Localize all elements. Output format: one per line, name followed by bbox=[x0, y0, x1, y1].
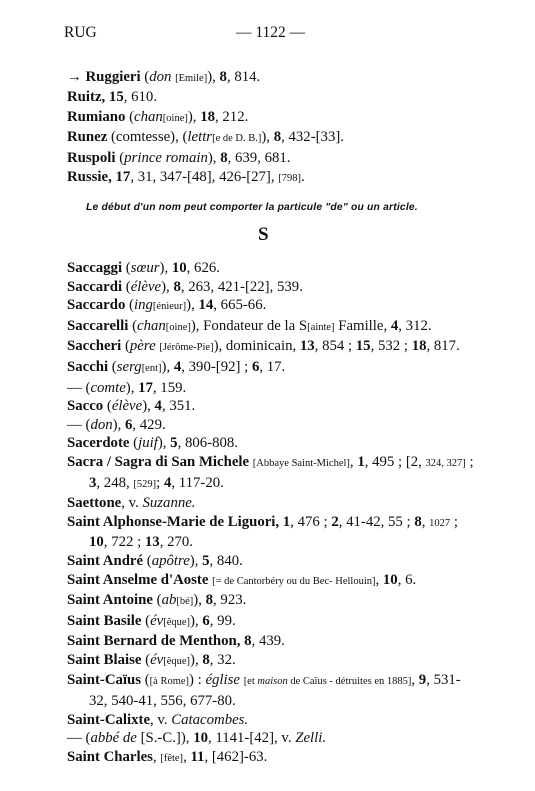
entry-segment: [oine] bbox=[162, 112, 188, 124]
entry-segment: , bbox=[349, 453, 358, 470]
index-entry bbox=[67, 494, 479, 513]
entry-segment: , 923. bbox=[213, 592, 247, 609]
entry-segment: 1027 bbox=[429, 517, 451, 529]
entry-segment: Sacerdote bbox=[67, 435, 130, 452]
index-entry bbox=[67, 68, 479, 88]
entry-segment: abbé de bbox=[90, 730, 137, 747]
entry-segment: , v. bbox=[121, 495, 143, 512]
entry-segment: , 31, 347-[48], 426-[27], bbox=[130, 169, 279, 186]
entry-segment: 18 bbox=[200, 108, 215, 125]
entry-segment: Saccardo bbox=[67, 297, 126, 314]
entry-segment: [êque] bbox=[163, 616, 191, 628]
index-entry bbox=[67, 108, 479, 128]
index-entry bbox=[67, 296, 479, 317]
index-entry bbox=[67, 651, 479, 672]
index-entry bbox=[67, 612, 479, 633]
index-entry bbox=[67, 552, 479, 571]
entry-segment: , 270. bbox=[159, 534, 193, 551]
entry-segment: ), bbox=[125, 379, 139, 396]
entry-segment: . bbox=[301, 169, 305, 186]
entry-segment: 11 bbox=[190, 748, 205, 765]
entry-segment: juif bbox=[138, 435, 158, 452]
entry-segment: ( bbox=[141, 672, 150, 689]
entry-segment: prince romain bbox=[124, 149, 208, 166]
running-head-word: RUG bbox=[64, 24, 97, 41]
entry-segment: Rumiano bbox=[67, 108, 126, 125]
entry-segment: 8 bbox=[414, 513, 422, 530]
entry-segment: ( bbox=[103, 398, 112, 415]
entry-segment: ), bbox=[193, 592, 206, 609]
entry-segment: ), bbox=[142, 398, 155, 415]
entry-segment: ; bbox=[156, 474, 164, 491]
entry-segment: ( bbox=[122, 260, 131, 276]
entry-segment: [798] bbox=[278, 173, 302, 185]
index-entry bbox=[67, 729, 479, 748]
entry-segment: , bbox=[421, 513, 430, 530]
entry-segment: , 439. bbox=[251, 633, 285, 650]
entry-segment: Suzanne. bbox=[142, 495, 196, 512]
entry-segment: , bbox=[411, 672, 419, 689]
index-entry bbox=[67, 671, 479, 710]
entry-segment: ), dominicain, bbox=[213, 338, 300, 355]
entry-segment: ), bbox=[189, 552, 203, 569]
entry-segment: ( bbox=[140, 69, 150, 85]
entry-segment: 4 bbox=[390, 317, 399, 334]
entry-segment: ), bbox=[161, 278, 174, 295]
entry-segment: , 476 ; bbox=[290, 513, 332, 530]
entry-segment: chan bbox=[134, 108, 163, 125]
index-entry bbox=[67, 379, 479, 398]
entry-segment: Sacra / Sagra di San Michele bbox=[67, 453, 250, 470]
entry-segment: , 312. bbox=[398, 317, 432, 334]
entry-segment: 6 bbox=[124, 416, 133, 433]
entry-segment: 8 bbox=[205, 592, 214, 609]
entry-segment: ab bbox=[161, 592, 177, 609]
entry-segment: sœur bbox=[130, 260, 160, 276]
entry-segment: , 639, 681. bbox=[227, 149, 291, 166]
entry-segment: , 817. bbox=[426, 338, 460, 355]
section-letter: S bbox=[258, 224, 269, 245]
index-entry bbox=[67, 711, 479, 730]
entry-segment: , 665-66. bbox=[213, 297, 267, 314]
entry-segment: 1 bbox=[357, 453, 365, 470]
index-entry bbox=[67, 591, 479, 612]
index-entry bbox=[67, 453, 479, 494]
entry-segment: serg bbox=[116, 358, 142, 375]
entry-segment: , 6. bbox=[397, 571, 417, 588]
entry-segment: , 432-[33]. bbox=[281, 129, 344, 146]
entry-segment: Sacchi bbox=[67, 358, 109, 375]
entry-segment: 2 bbox=[331, 513, 339, 530]
entry-segment: Saint Basile bbox=[67, 612, 142, 629]
entry-segment: [= de Cantorbéry ou du Bec- Hellouin] bbox=[212, 575, 376, 587]
entry-segment: 8 bbox=[273, 129, 282, 146]
index-entry bbox=[67, 397, 479, 416]
entry-segment: 8 bbox=[173, 278, 181, 295]
entry-segment: apôtre bbox=[151, 552, 190, 569]
entry-segment: 4 bbox=[173, 358, 182, 375]
entry-segment: Saint Blaise bbox=[67, 651, 142, 668]
entry-segment: , 351. bbox=[161, 398, 196, 415]
entry-segment: ( bbox=[141, 612, 151, 629]
entry-segment: Runez bbox=[67, 129, 108, 146]
entry-segment: Saint Anselme d'Aoste bbox=[67, 571, 209, 588]
entry-segment: ; bbox=[450, 513, 458, 530]
entry-segment: ), bbox=[157, 435, 171, 452]
entry-segment: Saint-Caïus bbox=[67, 672, 142, 689]
entry-segment: 8 bbox=[202, 651, 210, 668]
entry-segment: maison bbox=[257, 676, 288, 688]
entry-segment: ), bbox=[190, 612, 203, 629]
entry-segment: 13 bbox=[144, 534, 160, 551]
entry-segment: ), bbox=[112, 416, 125, 433]
entry-segment: Saint Charles bbox=[67, 748, 153, 765]
entry-segment: [Jérôme-Pie] bbox=[159, 342, 214, 354]
entry-segment: év bbox=[150, 651, 164, 668]
entry-segment: [êque] bbox=[163, 655, 191, 667]
index-entry bbox=[67, 149, 479, 168]
entry-segment: [bé] bbox=[176, 596, 194, 608]
index-block-r bbox=[67, 68, 479, 188]
entry-segment: 18 bbox=[411, 338, 427, 355]
entry-segment: 10 bbox=[382, 571, 398, 588]
entry-segment: [S.-C.]), bbox=[136, 730, 194, 747]
entry-segment: Saint Antoine bbox=[67, 592, 153, 609]
entry-segment: , 532 ; bbox=[370, 338, 412, 355]
entry-segment: ( bbox=[128, 317, 138, 334]
index-entry bbox=[67, 513, 479, 552]
entry-segment: , 212. bbox=[215, 108, 249, 125]
entry-segment: Saint Bernard de Menthon, 8 bbox=[67, 633, 252, 650]
entry-segment: 17 bbox=[138, 379, 153, 396]
entry-segment: ( bbox=[122, 278, 131, 295]
entry-segment: ), bbox=[207, 69, 220, 85]
entry-segment: Saint André bbox=[67, 552, 144, 569]
index-entry bbox=[67, 317, 479, 338]
entry-segment: , 429. bbox=[132, 416, 166, 433]
index-entry bbox=[67, 259, 479, 278]
entry-segment: ( bbox=[121, 338, 130, 355]
entry-segment: , bbox=[183, 748, 191, 765]
entry-segment: [oine] bbox=[165, 321, 191, 333]
entry-segment: 13 bbox=[299, 338, 315, 355]
entry-segment: , 806-808. bbox=[177, 435, 238, 452]
entry-segment: (comtesse), ( bbox=[107, 129, 188, 146]
entry-segment: , bbox=[375, 571, 383, 588]
index-entry bbox=[67, 434, 479, 453]
entry-segment: 10 bbox=[193, 730, 208, 747]
index-entry bbox=[67, 88, 479, 107]
entry-segment: Saint Alphonse-Marie de Liguori, 1 bbox=[67, 513, 291, 530]
entry-segment: , 840. bbox=[209, 552, 243, 569]
entry-segment: ( bbox=[125, 108, 135, 125]
entry-segment: , 159. bbox=[152, 379, 187, 396]
entry-segment: comte bbox=[90, 379, 126, 396]
entry-segment: ), bbox=[159, 260, 172, 276]
entry-segment: , 99. bbox=[209, 612, 236, 629]
entry-segment: , 814. bbox=[226, 69, 261, 85]
entry-segment: Zelli. bbox=[295, 730, 327, 747]
entry-segment: ), bbox=[261, 129, 274, 146]
entry-segment: ( bbox=[152, 592, 162, 609]
arrow-icon: → bbox=[67, 69, 86, 85]
entry-segment: père bbox=[129, 338, 156, 355]
index-entry bbox=[67, 632, 479, 651]
entry-segment: [fête] bbox=[160, 752, 184, 764]
entry-segment: [à Rome] bbox=[149, 676, 190, 688]
entry-segment: , 41-42, 55 ; bbox=[338, 513, 415, 530]
entry-segment: , 263, 421-[22], 539. bbox=[180, 278, 303, 295]
entry-segment: ), bbox=[190, 651, 203, 668]
entry-segment: [e de D. B.] bbox=[212, 133, 262, 145]
entry-segment: Saccarelli bbox=[67, 317, 129, 334]
entry-segment: 3 bbox=[89, 474, 97, 491]
entry-segment: 8 bbox=[220, 149, 228, 166]
entry-segment: , 722 ; bbox=[103, 534, 145, 551]
entry-segment: chan bbox=[137, 317, 166, 334]
index-block-s bbox=[67, 259, 479, 768]
entry-segment: 14 bbox=[198, 297, 214, 314]
entry-segment: ing bbox=[134, 297, 153, 314]
entry-segment: , 495 ; [2, bbox=[364, 453, 426, 470]
entry-segment: ( bbox=[125, 297, 134, 314]
section-note: Le début d'un nom peut comporter la particule "de" ou un article. bbox=[86, 202, 418, 213]
entry-segment: ( bbox=[143, 552, 152, 569]
entry-segment: — ( bbox=[67, 379, 91, 396]
entry-segment: église bbox=[205, 672, 240, 689]
entry-segment: , 854 ; bbox=[314, 338, 356, 355]
entry-segment: ( bbox=[108, 358, 117, 375]
entry-segment: 6 bbox=[202, 612, 210, 629]
entry-segment: élève bbox=[111, 398, 143, 415]
entry-segment: 5 bbox=[202, 552, 210, 569]
entry-segment: Famille, bbox=[334, 317, 391, 334]
entry-segment: , 32. bbox=[209, 651, 236, 668]
entry-segment: 15 bbox=[355, 338, 371, 355]
entry-segment: [énieur] bbox=[152, 301, 187, 313]
entry-segment: Saint-Calixte bbox=[67, 711, 151, 728]
entry-segment: lettr bbox=[187, 129, 213, 146]
entry-segment: 4 bbox=[154, 398, 162, 415]
entry-segment: [Abbaye Saint-Michel] bbox=[252, 457, 350, 469]
entry-segment: don bbox=[90, 416, 113, 433]
entry-segment: , 117-20. bbox=[171, 474, 224, 491]
entry-segment: Ruspoli bbox=[67, 149, 116, 166]
entry-segment: de Caïus - détruites en 1885] bbox=[287, 676, 412, 688]
entry-segment: , 1141-[42], v. bbox=[207, 730, 296, 747]
page-number: — 1122 — bbox=[236, 24, 306, 41]
entry-segment: ), bbox=[207, 149, 221, 166]
index-entry bbox=[67, 358, 479, 379]
entry-segment: don bbox=[149, 69, 172, 85]
entry-segment: ), bbox=[161, 358, 174, 375]
entry-segment: ; bbox=[465, 453, 474, 470]
entry-segment: , [462]-63. bbox=[204, 748, 268, 765]
index-entry bbox=[67, 337, 479, 358]
entry-segment: ( bbox=[115, 149, 125, 166]
index-entry bbox=[67, 278, 479, 297]
entry-segment: 4 bbox=[163, 474, 172, 491]
entry-segment: 324, 327] bbox=[425, 457, 466, 469]
entry-segment: ( bbox=[141, 651, 151, 668]
entry-segment: , 610. bbox=[123, 89, 158, 106]
entry-segment: , 17. bbox=[259, 358, 286, 375]
page-header bbox=[64, 24, 472, 44]
entry-segment: ), Fondateur de la S bbox=[190, 317, 308, 334]
index-entry bbox=[67, 416, 479, 435]
entry-segment: — ( bbox=[67, 730, 91, 747]
entry-segment: ) : bbox=[189, 672, 206, 689]
entry-segment: Saettone bbox=[67, 495, 122, 512]
entry-segment: ), bbox=[187, 108, 201, 125]
index-entry bbox=[67, 168, 479, 188]
entry-segment: [529] bbox=[133, 478, 157, 490]
entry-segment: 5 bbox=[170, 435, 178, 452]
entry-segment: ( bbox=[129, 435, 139, 452]
entry-segment: Sacco bbox=[67, 398, 104, 415]
entry-segment: év bbox=[150, 612, 164, 629]
entry-segment: élève bbox=[130, 278, 162, 295]
entry-segment: Ruggieri bbox=[85, 69, 141, 85]
entry-segment: , 531-32, 540-41, 556, 677-80. bbox=[89, 672, 461, 710]
entry-segment: [Emile] bbox=[175, 73, 208, 84]
entry-segment: ), bbox=[186, 297, 199, 314]
entry-segment: 8 bbox=[219, 69, 227, 85]
entry-segment: [ainte] bbox=[307, 321, 335, 333]
entry-segment: 10 bbox=[171, 260, 187, 276]
entry-segment: , 248, bbox=[96, 474, 134, 491]
entry-segment: Saccaggi bbox=[67, 260, 123, 276]
entry-segment: , bbox=[152, 748, 161, 765]
entry-segment: , v. bbox=[150, 711, 172, 728]
entry-segment: — ( bbox=[67, 416, 91, 433]
entry-segment: Ruitz, 15 bbox=[67, 89, 124, 106]
entry-segment: , 390-[92] ; bbox=[181, 358, 252, 375]
index-entry bbox=[67, 571, 479, 592]
entry-segment: 10 bbox=[89, 534, 104, 551]
entry-segment: 6 bbox=[251, 358, 260, 375]
entry-segment: Saccheri bbox=[67, 338, 122, 355]
entry-segment: Catacombes. bbox=[171, 711, 249, 728]
entry-segment: [ent] bbox=[141, 362, 162, 374]
entry-segment: Saccardi bbox=[67, 278, 123, 295]
index-entry bbox=[67, 128, 479, 148]
entry-segment: [et bbox=[243, 676, 258, 688]
entry-segment: Russie, 17 bbox=[67, 169, 131, 186]
index-entry bbox=[67, 748, 479, 769]
entry-segment: 9 bbox=[418, 672, 427, 689]
entry-segment: , 626. bbox=[186, 260, 220, 276]
